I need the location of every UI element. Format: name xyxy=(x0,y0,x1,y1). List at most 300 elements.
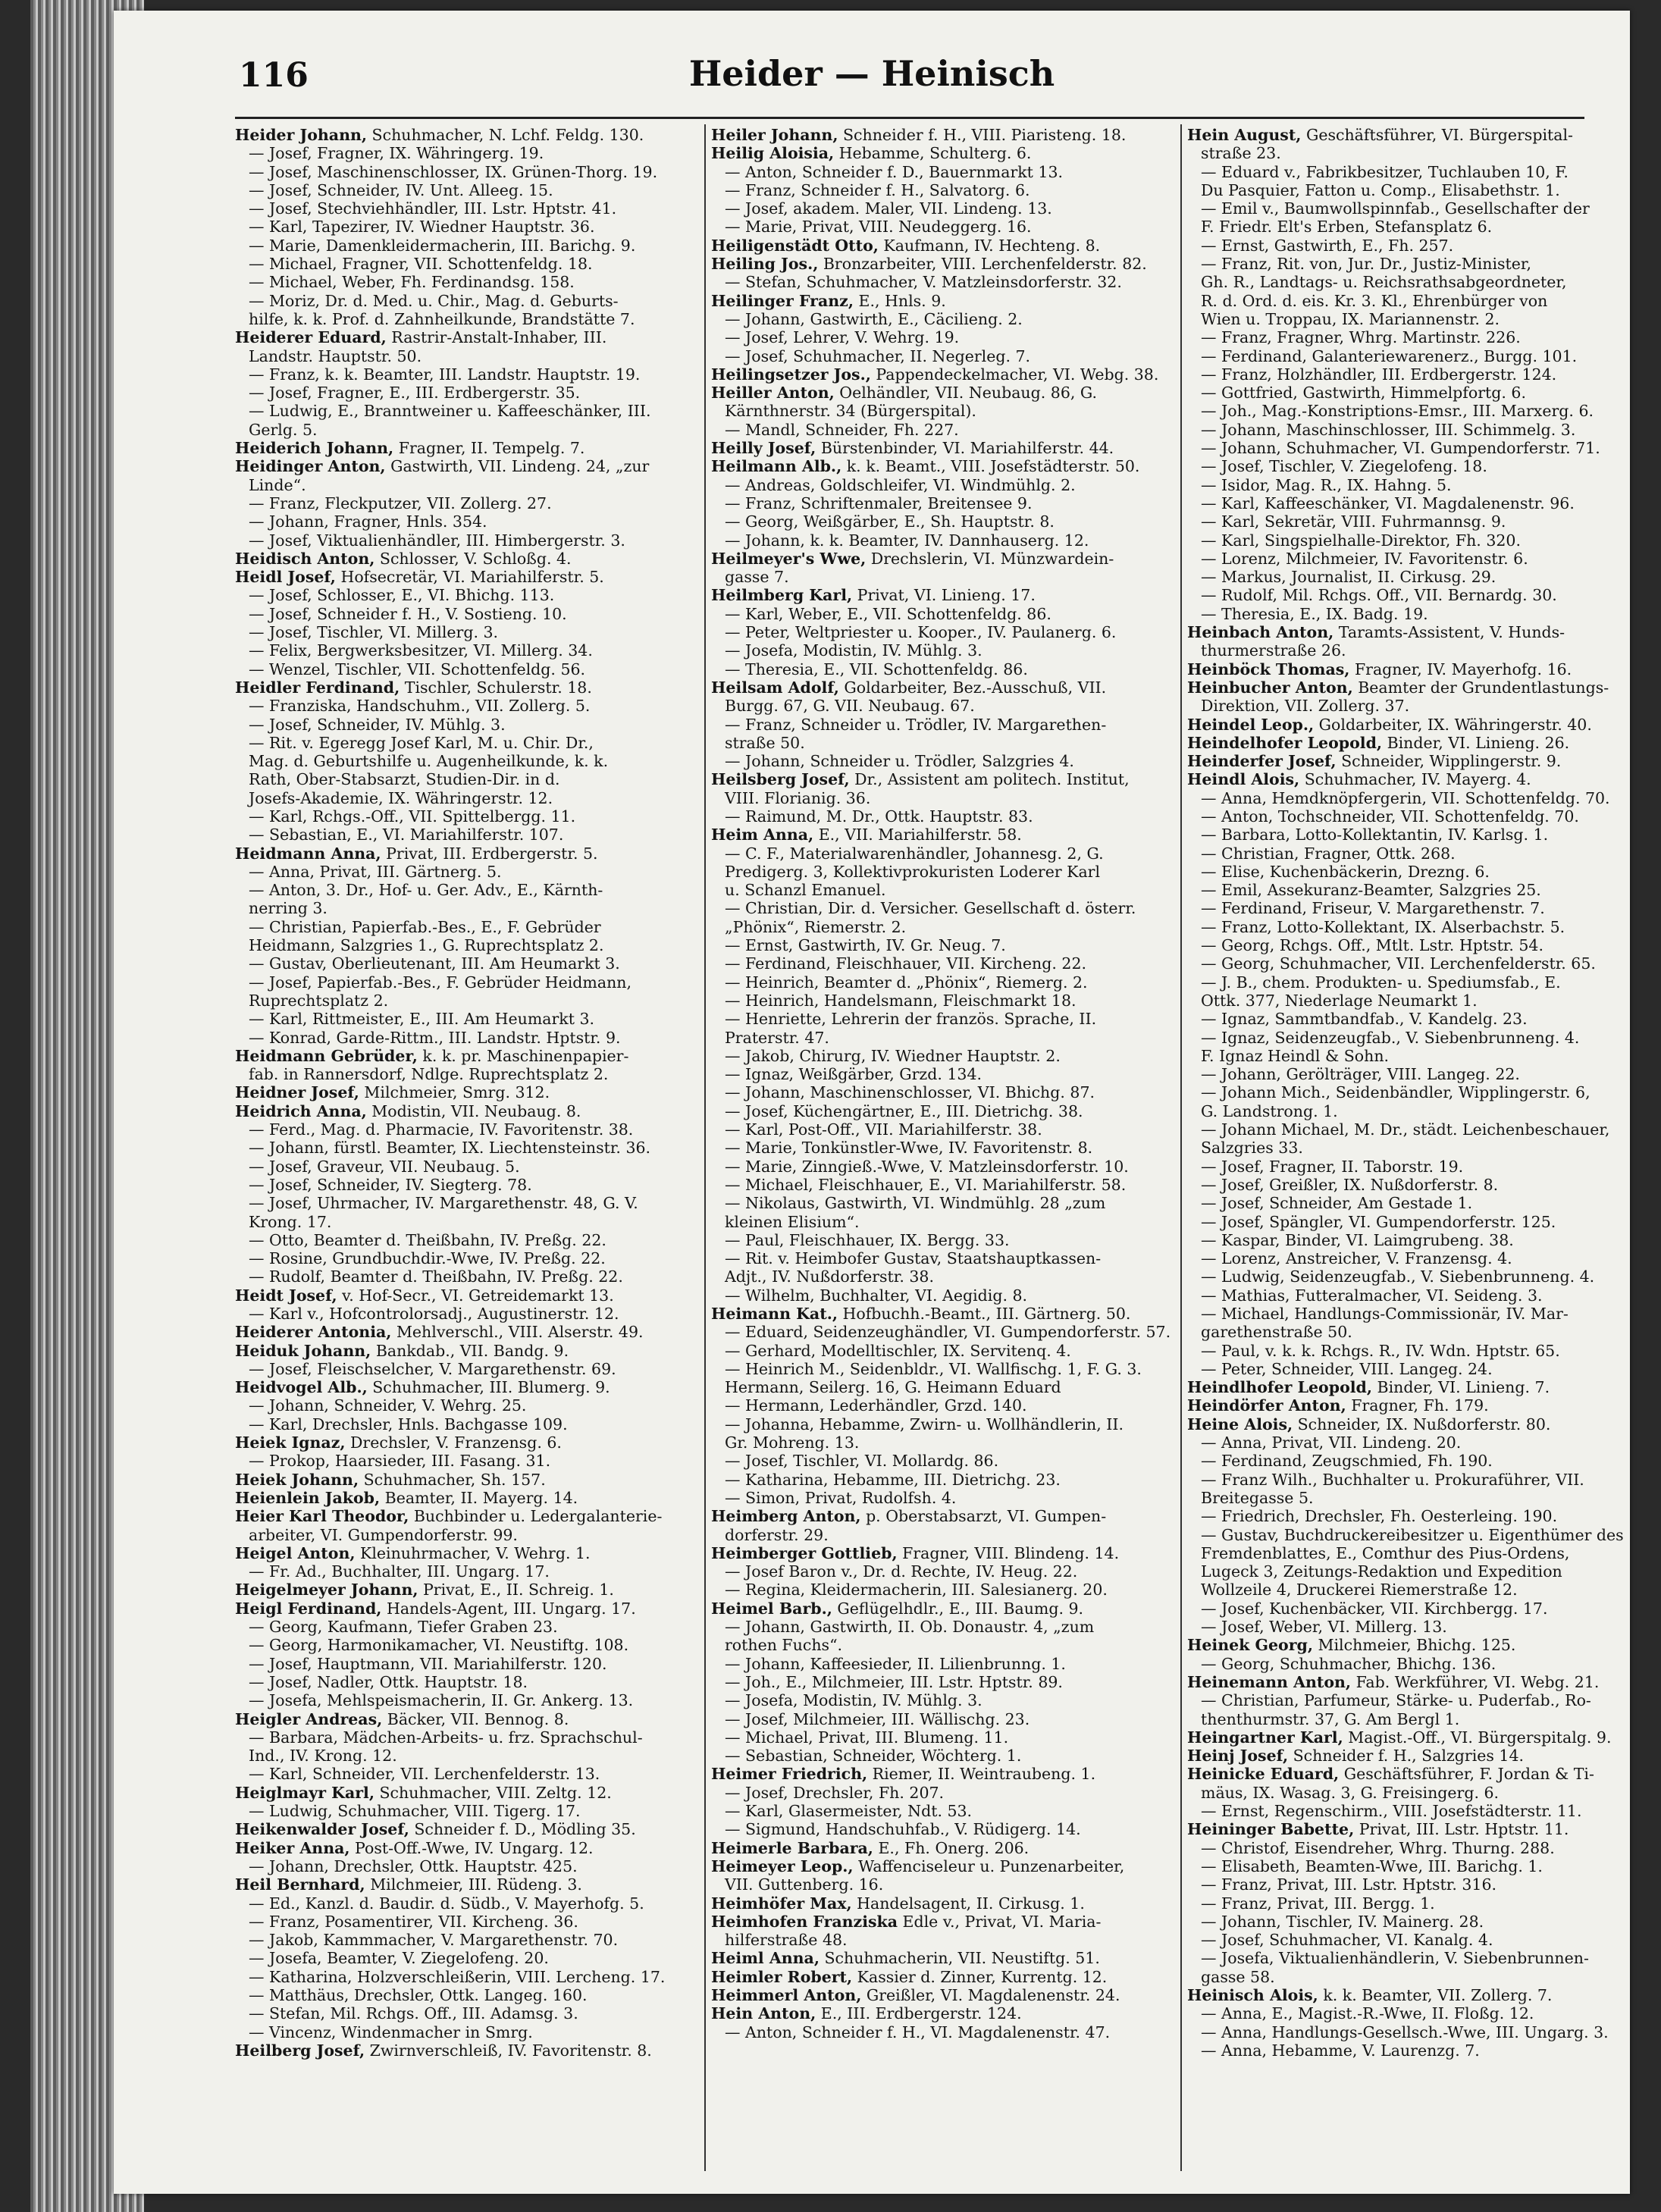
entry-text: Handels-Agent, III. Ungarg. 17. xyxy=(381,1599,636,1618)
entry-text: — Anton, 3. Dr., Hof- u. Ger. Adv., E., Kärnth- xyxy=(249,881,603,900)
directory-entry xyxy=(235,1562,697,1581)
directory-entry xyxy=(1187,1120,1630,1139)
entry-text: — Johann, Drechsler, Ottk. Hauptstr. 425. xyxy=(249,1856,578,1875)
entry-text: Pappendeckelmacher, VI. Webg. 38. xyxy=(870,365,1159,384)
directory-entry xyxy=(235,1489,697,1507)
entry-text: Ruprechtsplatz 2. xyxy=(249,991,389,1010)
entry-text: E., VII. Mariahilferstr. 58. xyxy=(813,826,1022,844)
directory-entry xyxy=(1187,1267,1630,1286)
directory-entry xyxy=(235,1655,697,1673)
entry-text: — Johann, Gerölträger, VIII. Langeg. 22. xyxy=(1201,1065,1520,1084)
directory-entry xyxy=(1187,273,1630,291)
entry-text: — Ferdinand, Fleischhauer, VII. Kircheng. 22. xyxy=(725,954,1087,973)
entry-text: — Gustav, Buchdruckereibesitzer u. Eigenthümer des xyxy=(1201,1525,1624,1544)
directory-entry xyxy=(235,402,697,420)
entry-text: garethenstraße 50. xyxy=(1201,1323,1352,1342)
directory-entry xyxy=(711,807,1174,826)
entry-text: Burgg. 67, G. VII. Neubaug. 67. xyxy=(725,697,975,716)
entry-text: — Anton, Tochschneider, VII. Schottenfeldg. 70. xyxy=(1201,807,1579,826)
entry-surname: Heim Anna, xyxy=(711,826,814,844)
entry-text: Josefs-Akademie, IX. Währingerstr. 12. xyxy=(249,788,553,807)
entry-text: — Josef, Hauptmann, VII. Mariahilferstr. 120. xyxy=(249,1654,607,1673)
entry-text: — Josef, Schneider, IV. Mühlg. 3. xyxy=(249,715,506,734)
directory-entry xyxy=(711,2004,1174,2022)
directory-entry xyxy=(711,163,1174,181)
directory-entry xyxy=(235,1747,697,1765)
entry-text: k. k. Beamter, VII. Zollerg. 7. xyxy=(1318,1985,1553,2004)
entry-text: G. Landstrong. 1. xyxy=(1201,1101,1338,1120)
directory-entry xyxy=(1187,1949,1630,1967)
entry-text: Adjt., IV. Nußdorferstr. 38. xyxy=(725,1267,934,1286)
entry-text: Drechsler, V. Franzensg. 6. xyxy=(345,1433,562,1452)
entry-text: — Johann, fürstl. Beamter, IX. Liechtensteinstr. 36. xyxy=(249,1139,651,1158)
directory-entry xyxy=(1187,1396,1630,1415)
entry-text: Binder, VI. Linieng. 26. xyxy=(1382,733,1570,752)
entry-text: — Johann, Maschinschlosser, III. Schimmelg. 3. xyxy=(1201,420,1576,439)
entry-text: Riemer, II. Weintraubeng. 1. xyxy=(867,1765,1096,1784)
directory-entry xyxy=(711,623,1174,641)
entry-text: — Georg, Rchgs. Off., Mtlt. Lstr. Hptstr. 54. xyxy=(1201,936,1543,955)
entry-surname: Heilig Aloisia, xyxy=(711,144,835,163)
entry-text: E., Hnls. 9. xyxy=(853,291,946,310)
entry-text: F. Friedr. Elt's Erben, Stefansplatz 6. xyxy=(1201,218,1493,237)
entry-text: — Karl, Kaffeeschänker, VI. Magdalenenstr. 96. xyxy=(1201,493,1575,512)
directory-entry xyxy=(235,1194,697,1212)
entry-surname: Heimhofen Franziska xyxy=(711,1912,898,1931)
directory-entry xyxy=(235,512,697,531)
directory-entry xyxy=(1187,144,1630,162)
entry-text: — Ludwig, E., Branntweiner u. Kaffeeschänker, III. xyxy=(249,402,651,421)
directory-entry xyxy=(1187,181,1630,199)
entry-surname: Heimer Friedrich, xyxy=(711,1765,868,1784)
entry-surname: Heidmann Gebrüder, xyxy=(235,1046,418,1065)
entry-text: Milchmeier, III. Rüdeng. 3. xyxy=(365,1875,582,1894)
entry-text: — Josef, Küchengärtner, E., III. Dietrichg. 38. xyxy=(725,1101,1083,1120)
entry-text: fab. in Rannersdorf, Ndlge. Ruprechtsplatz 2. xyxy=(249,1065,609,1084)
directory-entry xyxy=(1187,1581,1630,1599)
directory-entry xyxy=(1187,347,1630,365)
entry-text: Privat, E., II. Schreig. 1. xyxy=(418,1581,614,1599)
entry-surname: Heindlhofer Leopold, xyxy=(1187,1378,1372,1397)
directory-entry xyxy=(235,1231,697,1249)
directory-entry xyxy=(235,237,697,255)
entry-text: — Ernst, Gastwirth, E., Fh. 257. xyxy=(1201,236,1454,255)
entry-text: — Simon, Privat, Rudolfsh. 4. xyxy=(725,1488,957,1507)
entry-text: — Josef, Schneider, IV. Unt. Alleeg. 15. xyxy=(249,180,553,199)
entry-text: Modistin, VII. Neubaug. 8. xyxy=(366,1101,581,1120)
entry-text: — Franz, Posamentirer, VII. Kircheng. 36. xyxy=(249,1912,578,1931)
entry-surname: Heiglmayr Karl, xyxy=(235,1783,375,1802)
directory-entry xyxy=(1187,660,1630,678)
entry-surname: Heidinger Anton, xyxy=(235,457,386,476)
entry-text: — Karl, Sekretär, VIII. Fuhrmannsg. 9. xyxy=(1201,512,1506,531)
entry-text: Predigerg. 3, Kollektivprokuristen Loderer Karl xyxy=(725,862,1101,881)
entry-surname: Heimhöfer Max, xyxy=(711,1894,852,1913)
entry-text: Salzgries 33. xyxy=(1201,1139,1303,1158)
directory-entry xyxy=(235,1396,697,1415)
directory-entry xyxy=(235,181,697,199)
directory-entry xyxy=(235,954,697,973)
entry-surname: Heine Alois, xyxy=(1187,1415,1293,1433)
entry-surname: Heindörfer Anton, xyxy=(1187,1396,1346,1415)
entry-text: — Josef, Tischler, VI. Millerg. 3. xyxy=(249,623,499,642)
entry-text: E., III. Erdbergerstr. 124. xyxy=(816,2004,1022,2023)
directory-entry xyxy=(235,1820,697,1838)
entry-surname: Heiligenstädt Otto, xyxy=(711,236,879,255)
entry-text: VIII. Florianig. 36. xyxy=(725,788,871,807)
entry-surname: Heiek Ignaz, xyxy=(235,1433,346,1452)
entry-surname: Heiler Johann, xyxy=(711,126,838,144)
directory-entry xyxy=(711,936,1174,954)
directory-entry xyxy=(235,163,697,181)
directory-entry xyxy=(1187,163,1630,181)
entry-text: — Rit. v. Egeregg Josef Karl, M. u. Chir. Dr., xyxy=(249,733,594,752)
entry-surname: Heinek Georg, xyxy=(1187,1636,1313,1655)
entry-surname: Heimann Kat., xyxy=(711,1305,838,1323)
directory-entry xyxy=(711,918,1174,936)
directory-entry xyxy=(235,1158,697,1176)
directory-entry xyxy=(711,365,1174,384)
directory-entry xyxy=(1187,1636,1630,1654)
directory-entry xyxy=(235,1526,697,1544)
directory-entry xyxy=(235,1102,697,1120)
entry-text: — Emil v., Baumwollspinnfab., Gesellschafter der xyxy=(1201,199,1590,218)
directory-entry xyxy=(1187,936,1630,954)
entry-text: E., Fh. Onerg. 206. xyxy=(873,1838,1030,1857)
directory-entry xyxy=(1187,1433,1630,1452)
entry-text: hilfe, k. k. Prof. d. Zahnheilkunde, Brandstätte 7. xyxy=(249,309,635,328)
directory-entry xyxy=(1187,1286,1630,1305)
entry-text: — Karl, Post-Off., VII. Mariahilferstr. 38. xyxy=(725,1120,1042,1139)
entry-text: — Mathias, Futteralmacher, VI. Seideng. 3. xyxy=(1201,1286,1543,1305)
entry-text: Schneider, Wipplingerstr. 9. xyxy=(1336,752,1562,771)
directory-entry xyxy=(1187,641,1630,660)
entry-surname: Heier Karl Theodor, xyxy=(235,1507,409,1526)
entry-text: — Josef, Tischler, VI. Mollardg. 86. xyxy=(725,1452,999,1471)
directory-entry xyxy=(711,218,1174,236)
entry-surname: Heiderer Eduard, xyxy=(235,328,387,347)
entry-text: — Elisabeth, Beamten-Wwe, III. Barichg. 1. xyxy=(1201,1856,1543,1875)
entry-text: — Peter, Weltpriester u. Kooper., IV. Paulanerg. 6. xyxy=(725,623,1117,642)
directory-entry xyxy=(711,2023,1174,2041)
entry-text: — Karl, Rchgs.-Off., VII. Spittelbergg. 11. xyxy=(249,807,576,826)
entry-text: thurmerstraße 26. xyxy=(1201,641,1346,660)
entry-text: — Josef, Spängler, VI. Gumpendorferstr. 125. xyxy=(1201,1212,1556,1231)
entry-surname: Heilingsetzer Jos., xyxy=(711,365,871,384)
entry-surname: Heimler Robert, xyxy=(711,1967,853,1986)
directory-entry xyxy=(1187,1139,1630,1157)
entry-text: — Anna, Privat, VII. Lindeng. 20. xyxy=(1201,1433,1462,1452)
entry-text: — Josefa, Beamter, V. Ziegelofeng. 20. xyxy=(249,1949,549,1968)
entry-surname: Heigler Andreas, xyxy=(235,1709,383,1728)
directory-entry xyxy=(235,697,697,715)
entry-text: — Ludwig, Schuhmacher, VIII. Tigerg. 17. xyxy=(249,1802,581,1821)
directory-entry xyxy=(1187,2004,1630,2022)
entry-text: Drechslerin, VI. Münzwardein- xyxy=(866,549,1114,568)
directory-entry xyxy=(235,1267,697,1286)
entry-text: Breitegasse 5. xyxy=(1201,1488,1314,1507)
entry-text: — Josef, Tischler, V. Ziegelofeng. 18. xyxy=(1201,457,1487,476)
directory-entry xyxy=(711,1378,1174,1396)
directory-entry xyxy=(711,1931,1174,1949)
directory-entry xyxy=(1187,1010,1630,1028)
entry-text: Gerlg. 5. xyxy=(249,420,318,439)
directory-entry xyxy=(235,2041,697,2060)
directory-entry xyxy=(1187,1673,1630,1691)
directory-entry xyxy=(711,789,1174,807)
entry-text: Schneider f. D., Mödling 35. xyxy=(409,1820,636,1839)
directory-entry xyxy=(711,568,1174,586)
entry-text: — Andreas, Goldschleifer, VI. Windmühlg. 2. xyxy=(725,475,1076,494)
entry-surname: Heidrich Anna, xyxy=(235,1101,367,1120)
entry-text: — Heinrich M., Seidenbldr., VI. Wallfischg. 1, F. G. 3. xyxy=(725,1359,1142,1378)
entry-text: — Josef, Milchmeier, III. Wällischg. 23. xyxy=(725,1709,1030,1728)
directory-entry xyxy=(1187,863,1630,881)
entry-text: — Nikolaus, Gastwirth, VI. Windmühlg. 28 „zum xyxy=(725,1194,1106,1213)
entry-text: — Jakob, Chirurg, IV. Wiedner Hauptstr. 2. xyxy=(725,1046,1061,1065)
entry-text: Kaufmann, IV. Hechteng. 8. xyxy=(878,236,1101,255)
directory-entry xyxy=(235,1342,697,1360)
directory-entry xyxy=(235,328,697,346)
entry-text: — Henriette, Lehrerin der französ. Sprache, II. xyxy=(725,1010,1097,1029)
directory-entry xyxy=(1187,1047,1630,1065)
entry-text: — Michael, Fleischhauer, E., VI. Mariahilferstr. 58. xyxy=(725,1175,1127,1194)
directory-entry xyxy=(235,1784,697,1802)
entry-text: — Michael, Weber, Fh. Ferdinandsg. 158. xyxy=(249,273,575,292)
entry-text: Rath, Ober-Stabsarzt, Studien-Dir. in d. xyxy=(249,770,560,789)
directory-entry xyxy=(711,1396,1174,1415)
directory-entry xyxy=(235,1710,697,1728)
directory-entry xyxy=(1187,568,1630,586)
entry-surname: Heiling Jos., xyxy=(711,255,819,274)
directory-entry xyxy=(1187,881,1630,899)
directory-entry xyxy=(711,1765,1174,1783)
entry-text: — Josef, Uhrmacher, IV. Margarethenstr. 48, G. V. xyxy=(249,1194,638,1213)
entry-surname: Heindelhofer Leopold, xyxy=(1187,733,1383,752)
entry-text: Geschäftsführer, VI. Bürgerspital- xyxy=(1301,126,1573,144)
directory-entry xyxy=(1187,678,1630,697)
directory-entry xyxy=(711,1747,1174,1765)
entry-text: — Christian, Papierfab.-Bes., E., F. Gebrüder xyxy=(249,917,601,936)
entry-surname: Heilinger Franz, xyxy=(711,291,854,310)
directory-entry xyxy=(711,1673,1174,1691)
directory-entry xyxy=(1187,365,1630,384)
entry-surname: Heilberg Josef, xyxy=(235,2041,365,2060)
entry-text: — Josef, Schlosser, E., VI. Bhichg. 113. xyxy=(249,586,555,605)
entry-text: — Eduard v., Fabrikbesitzer, Tuchlauben 10, F. xyxy=(1201,162,1569,181)
entry-text: Geschäftsführer, F. Jordan & Ti- xyxy=(1339,1765,1594,1784)
directory-entry xyxy=(711,605,1174,623)
entry-surname: Heimel Barb., xyxy=(711,1599,832,1618)
entry-text: Goldarbeiter, Bez.-Ausschuß, VII. xyxy=(838,678,1107,697)
directory-entry xyxy=(711,1857,1174,1875)
entry-text: — Josef, Greißler, IX. Nußdorferstr. 8. xyxy=(1201,1175,1499,1194)
directory-entry xyxy=(1187,954,1630,973)
directory-entry xyxy=(1187,1802,1630,1820)
directory-entry xyxy=(235,2004,697,2022)
entry-text: p. Oberstabsarzt, VI. Gumpen- xyxy=(860,1507,1107,1526)
entry-text: — Heinrich, Beamter d. „Phönix“, Riemerg. 2. xyxy=(725,973,1088,992)
directory-entry xyxy=(711,1562,1174,1581)
entry-text: Schuhmacher, III. Blumerg. 9. xyxy=(367,1378,610,1397)
entry-text: Heidmann, Salzgries 1., G. Ruprechtsplatz 2. xyxy=(249,936,604,955)
entry-text: Wien u. Troppau, IX. Mariannenstr. 2. xyxy=(1201,309,1500,328)
directory-entry xyxy=(711,1875,1174,1894)
entry-text: — Josef, Fragner, E., III. Erdbergerstr. 35. xyxy=(249,384,581,403)
entry-text: Schlosser, V. Schloßg. 4. xyxy=(375,549,572,568)
entry-text: — Josef, Fleischselcher, V. Margarethenstr. 69. xyxy=(249,1359,616,1378)
entry-text: — Gustav, Oberlieutenant, III. Am Heumarkt 3. xyxy=(249,954,620,973)
entry-text: Milchmeier, Smrg. 312. xyxy=(359,1083,550,1102)
directory-entry xyxy=(711,237,1174,255)
entry-text: — Anton, Schneider f. D., Bauernmarkt 13. xyxy=(725,162,1064,181)
entry-text: VII. Guttenberg. 16. xyxy=(725,1875,884,1894)
directory-entry xyxy=(235,586,697,604)
directory-entry xyxy=(1187,1305,1630,1323)
directory-entry xyxy=(1187,1784,1630,1802)
directory-entry xyxy=(235,550,697,568)
directory-entry xyxy=(235,1415,697,1433)
directory-entry xyxy=(235,1378,697,1396)
entry-surname: Heidmann Anna, xyxy=(235,844,381,863)
entry-text: Praterstr. 47. xyxy=(725,1028,829,1047)
directory-entry xyxy=(235,1471,697,1489)
directory-entry xyxy=(235,789,697,807)
entry-text: — Regina, Kleidermacherin, III. Salesianerg. 20. xyxy=(725,1581,1108,1599)
entry-surname: Heinböck Thomas, xyxy=(1187,660,1350,678)
entry-text: — Franz, Fragner, Whrg. Martinstr. 226. xyxy=(1201,328,1521,347)
entry-text: dorferstr. 29. xyxy=(725,1525,829,1544)
directory-entry xyxy=(1187,1655,1630,1673)
entry-text: R. d. Ord. d. eis. Kr. 3. Kl., Ehrenbürger von xyxy=(1201,291,1548,310)
directory-entry xyxy=(711,1894,1174,1913)
entry-text: — Josef, Schuhmacher, II. Negerleg. 7. xyxy=(725,346,1031,365)
directory-entry xyxy=(235,1305,697,1323)
entry-text: — Gerhard, Modelltischler, IX. Servitenq. 4. xyxy=(725,1341,1071,1360)
entry-text: Schuhmacher, Sh. 157. xyxy=(359,1470,546,1489)
entry-text: — Johann Mich., Seidenbändler, Wipplingerstr. 6, xyxy=(1201,1083,1590,1102)
header-rule xyxy=(235,117,1584,119)
entry-surname: Heilsam Adolf, xyxy=(711,678,839,697)
entry-text: — Georg, Weißgärber, E., Sh. Hauptstr. 8. xyxy=(725,512,1055,531)
entry-text: — Theresia, E., IX. Badg. 19. xyxy=(1201,604,1428,623)
directory-entry xyxy=(1187,1029,1630,1047)
directory-entry xyxy=(711,512,1174,531)
page-number: 116 xyxy=(239,56,309,95)
entry-text: hilferstraße 48. xyxy=(725,1931,848,1950)
directory-entry xyxy=(235,273,697,291)
directory-entry xyxy=(1187,2023,1630,2041)
directory-entry xyxy=(235,1249,697,1267)
directory-entry xyxy=(1187,826,1630,844)
directory-entry xyxy=(711,752,1174,770)
directory-entry xyxy=(235,807,697,826)
entry-text: Oelhändler, VII. Neubaug. 86, G. xyxy=(834,384,1098,403)
entry-text: Schneider, IX. Nußdorferstr. 80. xyxy=(1293,1415,1551,1433)
directory-entry xyxy=(711,1176,1174,1194)
entry-surname: Heidt Josef, xyxy=(235,1286,337,1305)
entry-text: straße 23. xyxy=(1201,144,1281,163)
directory-entry xyxy=(711,1120,1174,1139)
entry-text: — Katharina, Hebamme, III. Dietrichg. 23. xyxy=(725,1470,1061,1489)
directory-entry xyxy=(1187,1857,1630,1875)
entry-text: — Michael, Privat, III. Blumeng. 11. xyxy=(725,1728,1009,1747)
entry-text: — Franziska, Handschuhm., VII. Zollerg. 5. xyxy=(249,697,591,716)
directory-entry xyxy=(1187,1710,1630,1728)
directory-entry xyxy=(235,292,697,310)
directory-entry xyxy=(711,641,1174,660)
directory-entry xyxy=(1187,2041,1630,2060)
directory-entry xyxy=(235,1618,697,1636)
entry-text: — Paul, v. k. k. Rchgs. R., IV. Wdn. Hptstr. 65. xyxy=(1201,1341,1560,1360)
directory-entry xyxy=(1187,623,1630,641)
entry-text: Fragner, VIII. Blindeng. 14. xyxy=(897,1543,1120,1562)
directory-entry xyxy=(711,1471,1174,1489)
entry-text: — Ernst, Gastwirth, IV. Gr. Neug. 7. xyxy=(725,936,1006,955)
directory-entry xyxy=(1187,218,1630,236)
directory-entry xyxy=(711,1526,1174,1544)
entry-text: — Johann, k. k. Beamter, IV. Dannhauserg. 12. xyxy=(725,531,1089,550)
directory-entry xyxy=(1187,1691,1630,1709)
directory-entry xyxy=(1187,844,1630,863)
directory-entry xyxy=(1187,512,1630,531)
directory-entry xyxy=(1187,457,1630,475)
directory-entry xyxy=(711,1691,1174,1709)
entry-text: Bürstenbinder, VI. Mariahilferstr. 44. xyxy=(816,439,1114,458)
entry-surname: Heiderich Johann, xyxy=(235,439,394,458)
entry-text: — Franz, Schriftenmaler, Breitensee 9. xyxy=(725,493,1033,512)
directory-entry xyxy=(235,310,697,328)
entry-text: — Johann, Fragner, Hnls. 354. xyxy=(249,512,487,531)
directory-entry xyxy=(1187,716,1630,734)
directory-entry xyxy=(711,1213,1174,1231)
directory-entry xyxy=(1187,255,1630,273)
entry-text: — Josef, Schneider, Am Gestade 1. xyxy=(1201,1194,1473,1213)
directory-entry xyxy=(711,826,1174,844)
directory-entry xyxy=(1187,807,1630,826)
directory-entry xyxy=(235,1839,697,1857)
entry-text: — Josefa, Viktualienhändlerin, V. Siebenbrunnen- xyxy=(1201,1949,1589,1968)
book-page xyxy=(114,11,1630,2194)
entry-text: Beamter der Grundentlastungs- xyxy=(1352,678,1609,697)
entry-surname: Heidl Josef, xyxy=(235,568,336,587)
directory-entry xyxy=(711,1286,1174,1305)
directory-entry xyxy=(711,1029,1174,1047)
entry-text: Mehlverschl., VIII. Alserstr. 49. xyxy=(391,1323,644,1342)
entry-text: — Josef, Stechviehhändler, III. Lstr. Hptstr. 41. xyxy=(249,199,617,218)
entry-text: — Theresia, E., VII. Schottenfeldg. 86. xyxy=(725,660,1028,678)
directory-entry xyxy=(235,992,697,1010)
directory-entry xyxy=(1187,1102,1630,1120)
entry-text: — Karl, Weber, E., VII. Schottenfeldg. 86. xyxy=(725,604,1051,623)
entry-text: straße 50. xyxy=(725,733,805,752)
entry-text: — Paul, Fleischhauer, IX. Bergg. 33. xyxy=(725,1230,1010,1249)
entry-text: — Josef, Fragner, II. Taborstr. 19. xyxy=(1201,1157,1464,1176)
entry-surname: Heidisch Anton, xyxy=(235,549,375,568)
directory-entry xyxy=(235,1875,697,1894)
entry-text: F. Ignaz Heindl & Sohn. xyxy=(1201,1046,1390,1065)
entry-surname: Heidner Josef, xyxy=(235,1083,359,1102)
directory-entry xyxy=(235,1986,697,2004)
entry-text: — Ignaz, Sammtbandfab., V. Kandelg. 23. xyxy=(1201,1010,1528,1029)
entry-text: Gastwirth, VII. Lindeng. 24, „zur xyxy=(385,457,650,476)
directory-entry xyxy=(711,347,1174,365)
column-divider xyxy=(1180,124,1182,2171)
entry-surname: Heinderfer Josef, xyxy=(1187,752,1337,771)
entry-text: — Stefan, Mil. Rchgs. Off., III. Adamsg. 3. xyxy=(249,2004,578,2023)
entry-text: — Rosine, Grundbuchdir.-Wwe, IV. Preßg. 22. xyxy=(249,1249,606,1268)
entry-text: — Ignaz, Weißgärber, Grzd. 134. xyxy=(725,1065,982,1084)
